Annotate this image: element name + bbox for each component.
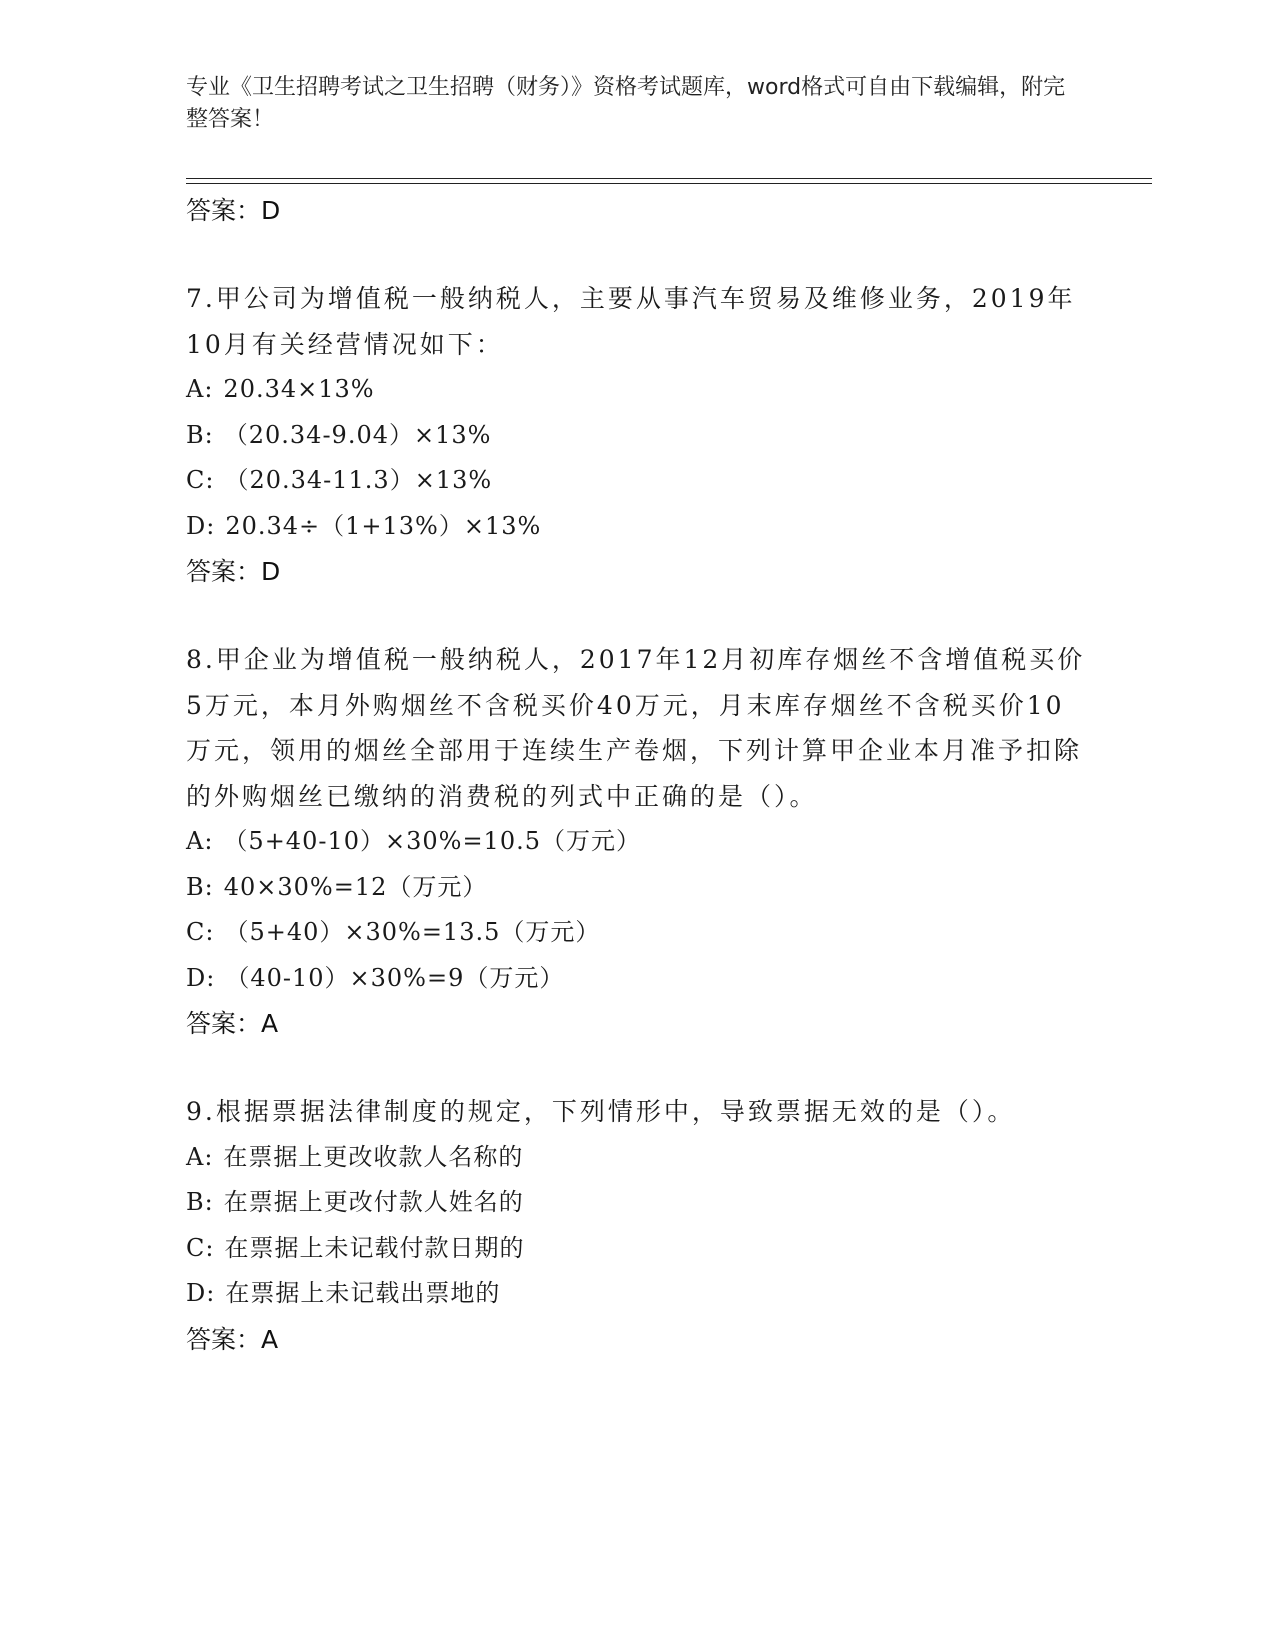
option-letter: B:	[186, 1188, 214, 1216]
option-a	[186, 819, 1086, 865]
option-text: （20.34-9.04）×13%	[223, 420, 492, 449]
option-text: 在票据上未记载付款日期的	[224, 1233, 525, 1262]
answer-line: 答案：A	[186, 1009, 279, 1038]
option-letter: A:	[186, 1142, 214, 1171]
option-text: 40×30%=12（万元）	[223, 872, 488, 901]
option-letter: C:	[186, 918, 215, 946]
document-body	[186, 188, 1086, 1363]
option-b	[186, 1180, 1086, 1226]
option-letter: D:	[186, 963, 216, 992]
option-letter: A:	[186, 827, 214, 855]
option-text: 20.34÷（1+13%）×13%	[225, 511, 542, 540]
option-d	[186, 504, 1086, 550]
header-divider-bottom	[186, 183, 1152, 184]
question-9	[186, 1089, 1086, 1363]
option-letter: B:	[186, 420, 214, 449]
option-letter: B:	[186, 872, 214, 901]
option-c	[186, 1226, 1086, 1272]
option-letter: C:	[186, 1233, 215, 1262]
answer-line: 答案：D	[186, 557, 281, 586]
answer-line: 答案：A	[186, 1324, 279, 1354]
option-a	[186, 367, 1086, 413]
option-text: 在票据上未记载出票地的	[225, 1279, 501, 1307]
option-letter: D:	[186, 511, 216, 540]
option-c	[186, 458, 1086, 504]
question-7	[186, 276, 1086, 595]
question-text: 7.甲公司为增值税一般纳税人，主要从事汽车贸易及维修业务，2019年10月有关经营情况如下：	[186, 284, 1076, 359]
option-d	[186, 1271, 1086, 1317]
option-letter: C:	[186, 466, 215, 494]
option-text: （40-10）×30%=9（万元）	[225, 963, 565, 992]
option-text: （5+40-10）×30%=10.5（万元）	[223, 827, 641, 855]
option-text: 在票据上更改付款人姓名的	[223, 1188, 524, 1216]
option-b	[186, 413, 1086, 459]
document-header	[186, 72, 1086, 136]
option-letter: A:	[186, 375, 214, 403]
question-8	[186, 637, 1086, 1047]
option-text: 20.34×13%	[223, 375, 375, 403]
option-a	[186, 1135, 1086, 1181]
question-text: 8.甲企业为增值税一般纳税人，2017年12月初库存烟丝不含增值税买价5万元，本月外购烟丝不含税买价40万元，月末库存烟丝不含税买价10万元，领用的烟丝全部用于连续生产卷烟，下列计算甲企业本月准予扣除的外购烟丝已缴纳的消费税的列式中正确的是（）。	[186, 645, 1086, 811]
option-c	[186, 910, 1086, 956]
option-d	[186, 956, 1086, 1002]
question-text: 9.根据票据法律制度的规定，下列情形中，导致票据无效的是（）。	[186, 1097, 1016, 1126]
option-letter: D:	[186, 1279, 216, 1307]
option-text: 在票据上更改收款人名称的	[223, 1142, 524, 1171]
option-text: （5+40）×30%=13.5（万元）	[224, 918, 601, 946]
header-divider-top	[186, 178, 1152, 179]
option-text: （20.34-11.3）×13%	[224, 466, 493, 494]
header-text: 专业《卫生招聘考试之卫生招聘（财务）》资格考试题库，word格式可自由下载编辑，附完整答案！	[186, 75, 1066, 132]
option-b	[186, 865, 1086, 911]
answer-line: 答案：D	[186, 196, 281, 225]
